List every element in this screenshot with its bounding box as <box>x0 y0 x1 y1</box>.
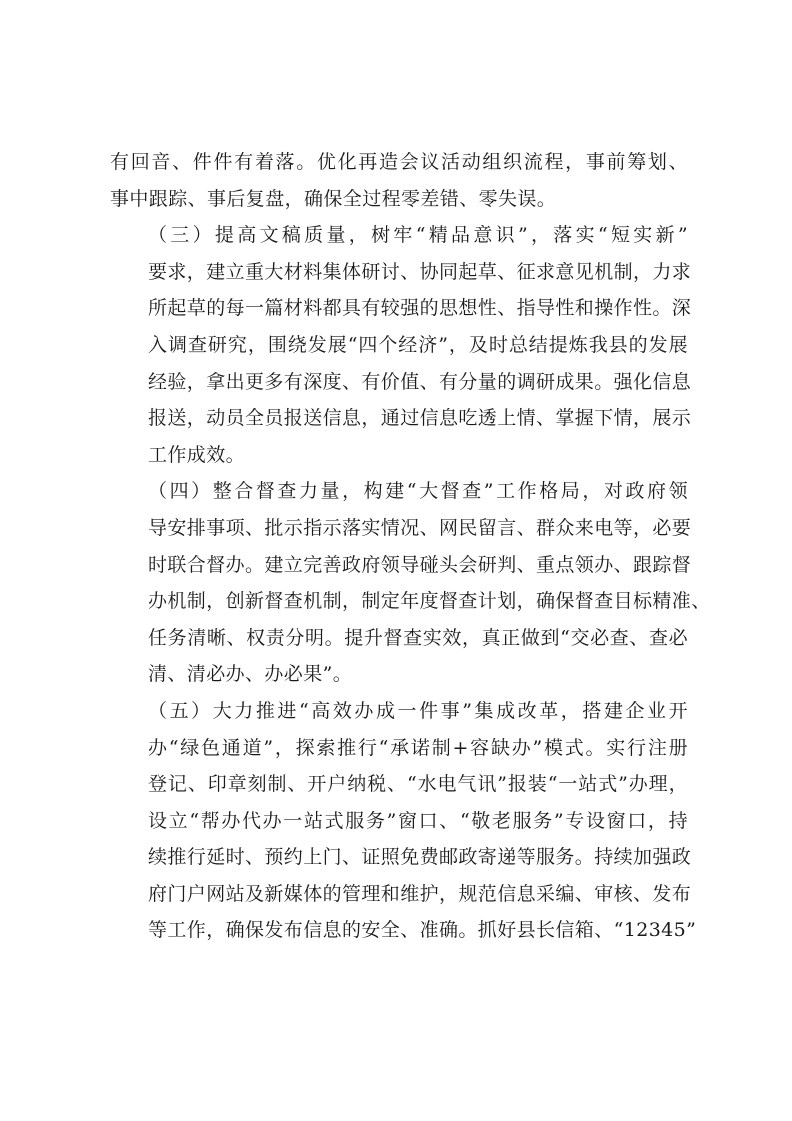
text-line: 续推行延时、预约上门、证照免费邮政寄递等服务。持续加强政 <box>148 846 692 869</box>
text-line: 经验，拿出更多有深度、有价值、有分量的调研成果。强化信息 <box>148 370 692 393</box>
text-line: 有回音、件件有着落。优化再造会议活动组织流程，事前筹划、 <box>110 151 688 173</box>
paragraph <box>110 217 692 473</box>
text-line: 办“绿色通道”，探索推行“承诺制+容缺办”模式。实行注册 <box>148 736 688 759</box>
text-line: 等工作，确保发布信息的安全、准确。抓好县长信箱、“12345” <box>148 919 697 942</box>
text-line: 导安排事项、批示指示落实情况、网民留言、群众来电等，必要 <box>148 516 692 539</box>
text-line: （五）大力推进“高效办成一件事”集成改革，搭建企业开 <box>148 699 688 722</box>
text-line: 登记、印章刻制、开户纳税、“水电气讯”报装“一站式”办理， <box>148 773 688 796</box>
text-line: 所起草的每一篇材料都具有较强的思想性、指导性和操作性。深 <box>148 297 692 320</box>
text-line: 工作成效。 <box>148 443 246 466</box>
text-line: 入调查研究，围绕发展“四个经济”，及时总结提炼我县的发展 <box>148 333 688 356</box>
text-line: 办机制，创新督查机制，制定年度督查计划，确保督查目标精准、 <box>148 590 711 613</box>
text-line: 时联合督办。建立完善政府领导碰头会研判、重点领办、跟踪督 <box>148 553 692 576</box>
text-line: 事中跟踪、事后复盘，确保全过程零差错、零失误。 <box>110 187 557 210</box>
paragraph <box>110 693 697 949</box>
paragraph <box>110 473 711 693</box>
paragraph <box>110 144 688 217</box>
text-line: 设立“帮办代办一站式服务”窗口、“敬老服务”专设窗口，持 <box>148 809 688 832</box>
text-line: 报送，动员全员报送信息，通过信息吃透上情、掌握下情，展示 <box>148 407 692 430</box>
text-line: 府门户网站及新媒体的管理和维护，规范信息采编、审核、发布 <box>148 882 692 905</box>
text-line: 要求，建立重大材料集体研讨、协同起草、征求意见机制，力求 <box>148 260 692 283</box>
text-line: （三）提高文稿质量，树牢“精品意识”，落实“短实新” <box>148 224 688 247</box>
document-body <box>110 144 711 949</box>
text-line: 任务清晰、权责分明。提升督查实效，真正做到“交必查、查必 <box>148 626 688 649</box>
text-line: （四）整合督查力量，构建“大督查”工作格局，对政府领 <box>148 480 688 503</box>
text-line: 清、清必办、办必果”。 <box>148 663 353 686</box>
